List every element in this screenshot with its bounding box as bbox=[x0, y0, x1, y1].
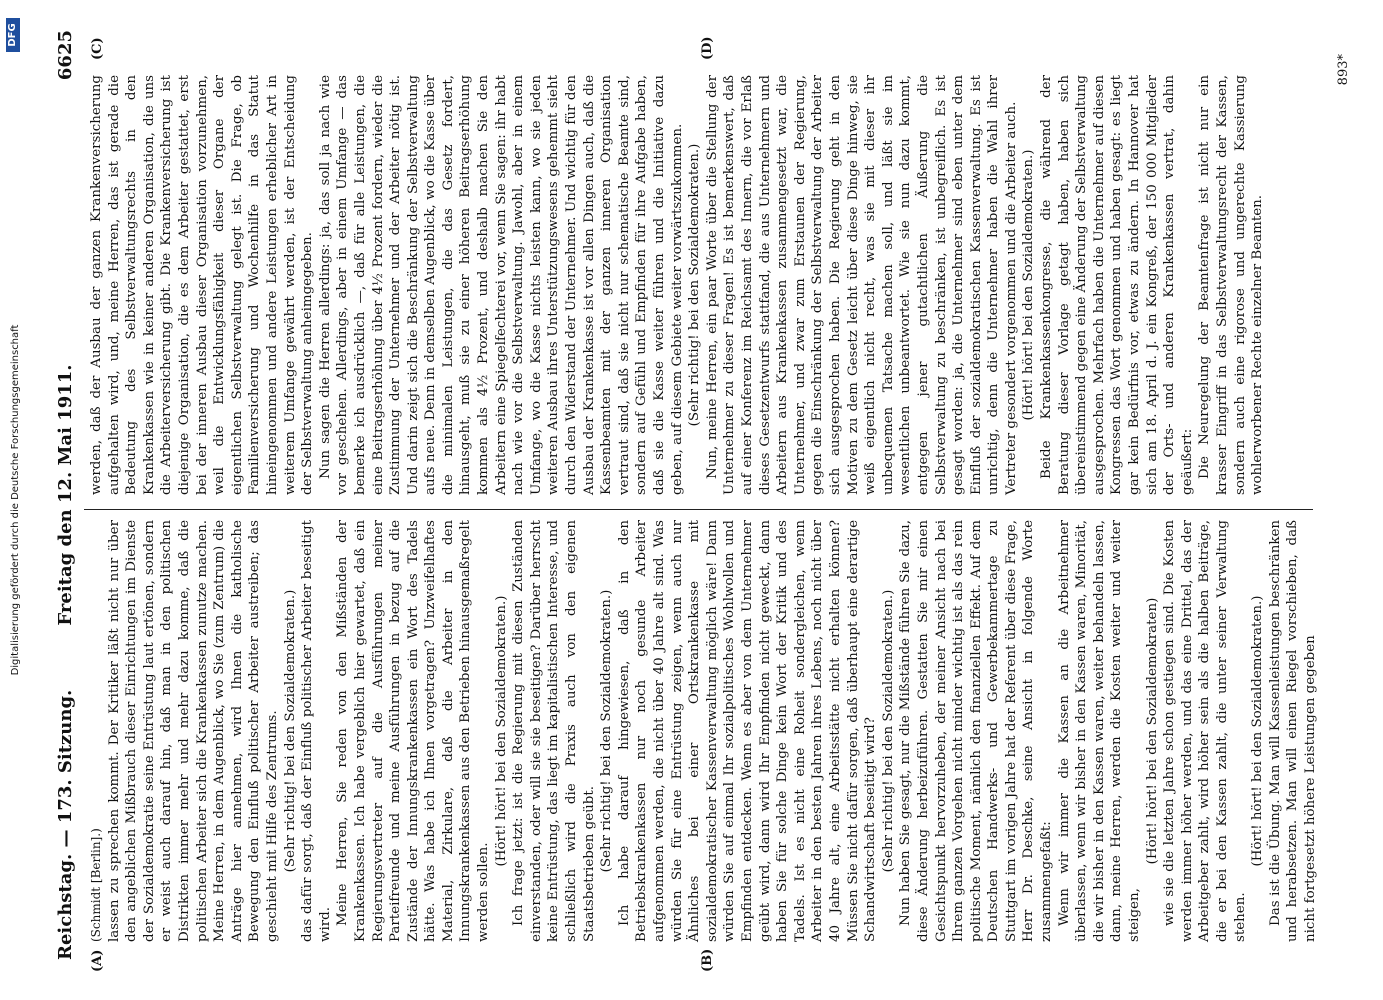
right-column bbox=[88, 75, 1313, 495]
dfg-logo: DFG bbox=[6, 18, 20, 52]
quotation: Wenn wir immer die Kassen an die Arbeitnehmer überlassen, wenn wir bisher in den Kassen waren, Minorität, die wir bisher in den Kassen waren, weiter behandeln lassen, dann, meine Herren, werden die Kosten weiter und weiter steigen, bbox=[1056, 520, 1143, 942]
page-header bbox=[55, 30, 81, 960]
paragraph: Meine Herren, Sie reden von den Mißständen der Krankenkassen. Ich habe vergeblich hier gewartet, daß ein Regierungsvertreter auf die Ausführungen meiner Parteifreunde und meine Ausführungen in bezug auf die Zustände der Innungskrankenkassen ein Wort des Tadels hätte. Was habe ich Ihnen vorgetragen? Unzweifelhaftes Material, Zirkulare, daß die Arbeiter in den Innungskrankenkassen aus den Betrieben hinausgemaßregelt werden sollen. bbox=[335, 520, 492, 942]
paragraph: das dafür sorgt, daß der Einfluß politischer Arbeiter beseitigt wird. bbox=[300, 520, 333, 942]
paragraph: Nun, meine Herren, ein paar Worte über die Stellung der Unternehmer zu dieser Fragen! Es ist bemerkenswert, daß auf einer Konferenz im Reichsamt des Innern, die vor Erlaß dieses Gesetzentwurfs stattfand, die aus Unternehmern und Arbeitern aus Krankenkassen zusammengesetzt war, die Unternehmer, und zwar zum Erstaunen der Regierung, gegen die Einschränkung der Selbstverwaltung der Arbeiter sich ausgesprochen haben. Die Regierung geht in den Motiven zu dem Gesetz leicht über diese Dinge hinweg, sie weiß eigentlich nicht recht, was sie mit dieser ihr unbequemen Tatsache machen soll, und läßt sie im wesentlichen unbeantwortet. Wie sie nun dazu kommt, entgegen jener gutachtlichen Äußerung die Selbstverwaltung zu beschränken, ist unbegreiflich. Es ist gesagt worden: ja, die Unternehmer sind eben unter dem Einfluß der sozialdemokratischen Kassenverwaltung. Es ist unrichtig, denn die Unternehmer haben die Wahl ihrer Vertreter gesondert vorgenommen und die Arbeiter auch. bbox=[704, 75, 1019, 495]
paragraph: Nun sagen die Herren allerdings: ja, das soll ja nach wie vor geschehen. Allerdings, aber in einem Umfange — das bemerke ich ausdrücklich —, daß für alle Leistungen, die eine Beitragserhöhung über 4½ Prozent fordern, wieder die Zustimmung der Unternehmer und der Arbeiter nötig ist. Und darin zeigt sich die Beschränkung der Selbstverwaltung aufs neue. Denn in demselben Augenblick, wo die Kasse über die minimalen Leistungen, die das Gesetz fordert, hinausgeht, muß sie zu einer höheren Beitragserhöhung kommen als 4½ Prozent, und deshalb machen Sie den Arbeitern eine Spiegelfechterei vor, wenn Sie sagen: ihr habt nach wie vor die Selbstverwaltung. Jawohl, aber in einem Umfange, wo die Kasse nichts leisten kann, wo sie jeden weiteren Ausbau ihres Unterstützungswesens gehemmt sieht durch den Widerstand der Unternehmer. Und wichtig für den Ausbau der Krankenkasse ist vor allen Dingen auch, daß die Kassenbeamten mit der ganzen inneren Organisation vertraut sind, daß sie nicht nur schematische Beamte sind, sondern auf Gefühl und Empfinden für ihre Aufgabe haben, daß sie die Kasse weiter führen und die Initiative dazu geben, auf diesem Gebiete weiter vorwärtszukommen. bbox=[317, 75, 685, 495]
interjection: (Sehr richtig! bei den Sozialdemokraten.) bbox=[687, 143, 703, 427]
interjection: (Sehr richtig! bei den Sozialdemokraten.) bbox=[599, 589, 615, 873]
speaker-label: (Schmidt [Berlin].) bbox=[89, 828, 103, 942]
left-column bbox=[88, 520, 1318, 942]
header-left: Reichstag. — 173. Sitzung. bbox=[55, 689, 76, 960]
interjection: (Hört! hört! bei den Sozialdemokraten.) bbox=[1250, 595, 1266, 867]
interjection: (Sehr richtig! bei den Sozialdemokraten.) bbox=[282, 589, 298, 873]
header-date: Freitag den 12. Mai 1911. bbox=[55, 364, 76, 626]
page-number: 6625 bbox=[55, 30, 76, 81]
interjection: (Hört! hört! bei den Sozialdemokraten.) bbox=[493, 595, 509, 867]
paragraph: Ich frage jetzt: ist die Regierung mit diesen Zuständen einverstanden, oder will sie sie beseitigen? Darüber herrscht keine Entrüstung, das liegt im kapitalistischen Interesse, und schließlich wird die Praxis auch von den eigenen Staatsbetrieben geübt. bbox=[511, 520, 597, 942]
interjection: (Sehr richtig! bei den Sozialdemokraten.) bbox=[880, 589, 896, 873]
quotation: Die Neuregelung der Beamtenfrage ist nicht nur ein krasser Eingriff in das Selbstverwaltungsrecht der Kassen, sondern auch eine rigorose und ungerechte Kassierung wohlerworbener Rechte einzelner Beamten. bbox=[1197, 75, 1266, 495]
paragraph: werden, daß der Ausbau der ganzen Krankenversicherung aufgehalten wird, und, meine Herren, das ist gerade die Bedeutung des Selbstverwaltungsrechts in den Krankenkassen wie in keiner anderen Organisation, die uns die Arbeiterversicherung gibt. Die Krankenversicherung ist diejenige Organisation, die es dem Arbeiter gestattet, erst bei der inneren Ausbau dieser Organisation vorzunehmen, weil die Entwicklungsfähigkeit dieser Organe der eigentlichen Selbstverwaltung gelegt ist. Die Frage, ob Familienversicherung und Wochenhilfe in das Statut hineingenommen und andere Leistungen erheblicher Art in weiterem Umfange gewährt werden, ist der Entscheidung der Selbstverwaltung anheimgegeben. bbox=[89, 75, 316, 495]
marker-c: (C) bbox=[90, 37, 105, 60]
dfg-credit: Digitalisierung gefördert durch die Deutsche Forschungsgemeinschaft bbox=[10, 324, 21, 676]
column-divider bbox=[84, 509, 1313, 510]
quotation: wie sie die letzten Jahre schon gestiegen sind. Die Kosten werden immer höher werden, und das eine Drittel, das der Arbeitgeber zahlt, wird höher sein als die halben Beiträge, die er bei den Kassen zahlt, die unter seiner Verwaltung stehen. bbox=[1162, 520, 1248, 942]
footer-signature: 893* bbox=[1336, 54, 1351, 86]
paragraph: Ich habe darauf hingewiesen, daß in den Betriebskrankenkassen nur noch gesunde Arbeiter aufgenommen werden, die nicht über 40 Jahre alt sind. Was würden Sie für eine Entrüstung zeigen, wenn auch nur Ähnliches bei einer Ortskrankenkasse mit sozialdemokratischer Kassenverwaltung möglich wäre! Dann würden Sie auf einmal Ihr sozialpolitisches Wohlwollen und Empfinden entdecken. Wenn es aber von dem Unternehmer geübt wird, dann wird Ihr Empfinden nicht geweckt, dann haben Sie für solche Dinge kein Wort der Kritik und des Tadels. Ist es nicht eine Roheit sondergleichen, wenn Arbeiter in den besten Jahren ihres Lebens, noch nicht über 40 Jahre alt, eine Arbeitsstätte nicht erhalten können? Müssen Sie nicht dafür sorgen, daß überhaupt eine derartige Schandwirtschaft beseitigt wird? bbox=[616, 520, 879, 942]
interjection: (Hört! hört! bei den Sozialdemokraten.) bbox=[1021, 149, 1037, 421]
marker-d: (D) bbox=[700, 36, 715, 60]
paragraph: Nun haben Sie gesagt, nur die Mißstände führen Sie dazu, diese Änderung herbeizuführen. Gestatten Sie mir einen Gesichtspunkt hervorzuheben, der meiner Ansicht nach bei Ihrem ganzen Vorgehen nicht minder wichtig ist als das rein politische Moment, nämlich den finanziellen Effekt. Auf dem Deutschen Handwerks- und Gewerbekammertage zu Stuttgart im vorigen Jahre hat der Referent über diese Frage, Herr Dr. Deschke, seine Ansicht in folgende Worte zusammengefaßt: bbox=[898, 520, 1055, 942]
paragraph: lassen zu sprechen kommt. Der Kritiker läßt nicht nur über den angeblichen Mißbrauch dieser Einrichtungen im Dienste der Sozialdemokratie seine Entrüstung laut ertönen, sondern er weist auch darauf hin, daß man in den politischen Distrikten immer mehr und mehr dazu komme, daß die politischen Arbeiter sich die Krankenkassen zunutze machen. Meine Herren, in dem Augenblick, wo Sie (zum Zentrum) die Anträge hier annehmen, wird Ihnen die katholische Bewegung den Einfluß politischer Arbeiter austreiben; das geschieht mit Hilfe des Zentrums. bbox=[106, 520, 280, 942]
marker-b: (B) bbox=[700, 948, 715, 972]
marker-a: (A) bbox=[90, 949, 105, 972]
paragraph: Das ist die Übung. Man will Kassenleistungen beschränken und herabsetzen. Man will einen Riegel vorschieben, daß nicht fortgesetzt höhere Leistungen gegeben bbox=[1267, 520, 1318, 942]
interjection: (Hört! hört! bei den Sozialdemokraten) bbox=[1144, 597, 1160, 865]
paragraph: Beide Krankenkassenkongresse, die während der Beratung dieser Vorlage getagt haben, haben sich übereinstimmend gegen eine Änderung der Selbstverwaltung ausgesprochen. Mehrfach haben die Unternehmer auf diesen Kongressen das Wort genommen und haben gesagt: es liegt gar kein Bedürfnis vor, etwas zu ändern. In Hannover hat sich am 18. April d. J. ein Kongreß, der 150 000 Mitglieder der Orts- und anderen Krankenkassen vertrat, dahin geäußert: bbox=[1039, 75, 1195, 495]
